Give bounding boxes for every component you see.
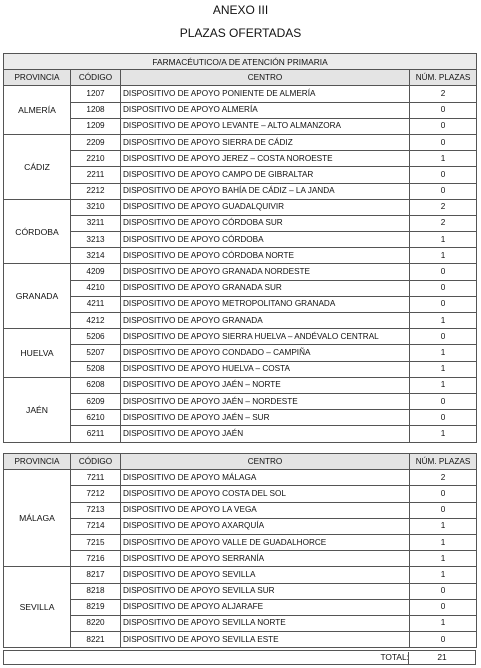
table-row	[4, 377, 477, 393]
header-codigo: CÓDIGO	[71, 70, 121, 86]
centro-cell: DISPOSITIVO DE APOYO JAÉN – SUR	[121, 410, 410, 426]
centro-cell: DISPOSITIVO DE APOYO JAÉN	[121, 426, 410, 442]
codigo-cell: 6211	[71, 426, 121, 442]
plazas-cell: 0	[410, 183, 477, 199]
codigo-cell: 7216	[71, 551, 121, 567]
codigo-cell: 2209	[71, 134, 121, 150]
table-row	[4, 329, 477, 345]
header-row	[4, 454, 477, 470]
centro-cell: DISPOSITIVO DE APOYO SEVILLA SUR	[121, 583, 410, 599]
plazas-cell: 0	[410, 583, 477, 599]
codigo-cell: 8217	[71, 567, 121, 583]
plazas-cell: 0	[410, 486, 477, 502]
plazas-table-part-2	[3, 453, 477, 648]
table-row	[4, 199, 477, 215]
codigo-cell: 7211	[71, 470, 121, 486]
provincia-cell: SEVILLA	[4, 567, 71, 648]
codigo-cell: 2210	[71, 151, 121, 167]
table-row	[4, 102, 477, 118]
centro-cell: DISPOSITIVO DE APOYO VALLE DE GUADALHORCE	[121, 534, 410, 550]
plazas-cell: 1	[410, 426, 477, 442]
centro-cell: DISPOSITIVO DE APOYO CAMPO DE GIBRALTAR	[121, 167, 410, 183]
provincia-cell: HUELVA	[4, 329, 71, 378]
centro-cell: DISPOSITIVO DE APOYO CÓRDOBA	[121, 232, 410, 248]
centro-cell: DISPOSITIVO DE APOYO MÁLAGA	[121, 470, 410, 486]
table-row	[4, 567, 477, 583]
plazas-cell: 0	[410, 632, 477, 648]
centro-cell: DISPOSITIVO DE APOYO SEVILLA ESTE	[121, 632, 410, 648]
codigo-cell: 8218	[71, 583, 121, 599]
table-row	[4, 361, 477, 377]
centro-cell: DISPOSITIVO DE APOYO GRANADA SUR	[121, 280, 410, 296]
centro-cell: DISPOSITIVO DE APOYO HUELVA – COSTA	[121, 361, 410, 377]
codigo-cell: 1208	[71, 102, 121, 118]
table-row	[4, 296, 477, 312]
plazas-cell: 1	[410, 232, 477, 248]
table-row	[4, 599, 477, 615]
total-row	[3, 650, 476, 665]
centro-cell: DISPOSITIVO DE APOYO COSTA DEL SOL	[121, 486, 410, 502]
centro-cell: DISPOSITIVO DE APOYO AXARQUÍA	[121, 518, 410, 534]
table-row	[4, 134, 477, 150]
table-row	[4, 167, 477, 183]
codigo-cell: 3214	[71, 248, 121, 264]
centro-cell: DISPOSITIVO DE APOYO GRANADA NORDESTE	[121, 264, 410, 280]
centro-cell: DISPOSITIVO DE APOYO JEREZ – COSTA NOROESTE	[121, 151, 410, 167]
table-row	[4, 232, 477, 248]
codigo-cell: 3211	[71, 215, 121, 231]
codigo-cell: 3213	[71, 232, 121, 248]
centro-cell: DISPOSITIVO DE APOYO ALJARAFE	[121, 599, 410, 615]
table-row	[4, 502, 477, 518]
total-label: TOTAL:	[380, 652, 409, 662]
table-row	[4, 470, 477, 486]
table-row	[4, 118, 477, 134]
table-row	[4, 183, 477, 199]
plazas-cell: 1	[410, 551, 477, 567]
header-num-plazas: NÚM. PLAZAS	[410, 70, 477, 86]
table-row	[4, 393, 477, 409]
codigo-cell: 5206	[71, 329, 121, 345]
table-row	[4, 518, 477, 534]
codigo-cell: 6210	[71, 410, 121, 426]
centro-cell: DISPOSITIVO DE APOYO SIERRA HUELVA – ANDÉVALO CENTRAL	[121, 329, 410, 345]
table-row	[4, 615, 477, 631]
plazas-cell: 0	[410, 118, 477, 134]
header-provincia: PROVINCIA	[4, 70, 71, 86]
plazas-cell: 0	[410, 329, 477, 345]
plazas-cell: 1	[410, 151, 477, 167]
plazas-cell: 2	[410, 86, 477, 102]
centro-cell: DISPOSITIVO DE APOYO ALMERÍA	[121, 102, 410, 118]
centro-cell: DISPOSITIVO DE APOYO CÓRDOBA SUR	[121, 215, 410, 231]
table-row	[4, 632, 477, 648]
plazas-cell: 0	[410, 296, 477, 312]
table-row	[4, 534, 477, 550]
table-row	[4, 86, 477, 102]
table-row	[4, 215, 477, 231]
codigo-cell: 6209	[71, 393, 121, 409]
table-row	[4, 264, 477, 280]
table-row	[4, 583, 477, 599]
provincia-cell: GRANADA	[4, 264, 71, 329]
table-row	[4, 426, 477, 442]
table-row	[4, 151, 477, 167]
centro-cell: DISPOSITIVO DE APOYO METROPOLITANO GRANADA	[121, 296, 410, 312]
table-row	[4, 248, 477, 264]
codigo-cell: 2212	[71, 183, 121, 199]
codigo-cell: 7215	[71, 534, 121, 550]
codigo-cell: 1207	[71, 86, 121, 102]
codigo-cell: 7214	[71, 518, 121, 534]
plazas-cell: 1	[410, 377, 477, 393]
table-row	[4, 551, 477, 567]
header-provincia: PROVINCIA	[4, 454, 71, 470]
table-title-row	[4, 54, 477, 70]
total-value: 21	[408, 652, 475, 665]
table-row	[4, 280, 477, 296]
table-row	[4, 410, 477, 426]
codigo-cell: 7213	[71, 502, 121, 518]
centro-cell: DISPOSITIVO DE APOYO SEVILLA NORTE	[121, 615, 410, 631]
provincia-cell: ALMERÍA	[4, 86, 71, 135]
centro-cell: DISPOSITIVO DE APOYO SEVILLA	[121, 567, 410, 583]
codigo-cell: 4210	[71, 280, 121, 296]
plazas-cell: 0	[410, 280, 477, 296]
codigo-cell: 8220	[71, 615, 121, 631]
plazas-cell: 1	[410, 313, 477, 329]
codigo-cell: 4212	[71, 313, 121, 329]
provincia-cell: CÓRDOBA	[4, 199, 71, 264]
centro-cell: DISPOSITIVO DE APOYO BAHÍA DE CÁDIZ – LA JANDA	[121, 183, 410, 199]
plazas-cell: 1	[410, 534, 477, 550]
plazas-cell: 1	[410, 345, 477, 361]
plazas-cell: 2	[410, 199, 477, 215]
header-codigo: CÓDIGO	[71, 454, 121, 470]
codigo-cell: 8221	[71, 632, 121, 648]
plazas-cell: 1	[410, 518, 477, 534]
plazas-cell: 0	[410, 393, 477, 409]
plazas-cell: 0	[410, 167, 477, 183]
plazas-cell: 2	[410, 470, 477, 486]
codigo-cell: 6208	[71, 377, 121, 393]
centro-cell: DISPOSITIVO DE APOYO GUADALQUIVIR	[121, 199, 410, 215]
plazas-table-part-1	[3, 53, 477, 443]
centro-cell: DISPOSITIVO DE APOYO SERRANÍA	[121, 551, 410, 567]
codigo-cell: 7212	[71, 486, 121, 502]
provincia-cell: JAÉN	[4, 377, 71, 442]
centro-cell: DISPOSITIVO DE APOYO SIERRA DE CÁDIZ	[121, 134, 410, 150]
codigo-cell: 3210	[71, 199, 121, 215]
centro-cell: DISPOSITIVO DE APOYO PONIENTE DE ALMERÍA	[121, 86, 410, 102]
plazas-cell: 0	[410, 502, 477, 518]
centro-cell: DISPOSITIVO DE APOYO GRANADA	[121, 313, 410, 329]
codigo-cell: 1209	[71, 118, 121, 134]
centro-cell: DISPOSITIVO DE APOYO CÓRDOBA NORTE	[121, 248, 410, 264]
codigo-cell: 2211	[71, 167, 121, 183]
header-centro: CENTRO	[121, 70, 410, 86]
codigo-cell: 5208	[71, 361, 121, 377]
header-num-plazas: NÚM. PLAZAS	[410, 454, 477, 470]
plazas-cell: 1	[410, 361, 477, 377]
plazas-cell: 0	[410, 134, 477, 150]
header-row	[4, 70, 477, 86]
plazas-cell: 1	[410, 248, 477, 264]
plazas-cell: 1	[410, 615, 477, 631]
codigo-cell: 8219	[71, 599, 121, 615]
centro-cell: DISPOSITIVO DE APOYO LEVANTE – ALTO ALMANZORA	[121, 118, 410, 134]
plazas-cell: 1	[410, 567, 477, 583]
codigo-cell: 4209	[71, 264, 121, 280]
plazas-cell: 0	[410, 264, 477, 280]
table-title: FARMACÉUTICO/A DE ATENCIÓN PRIMARIA	[4, 54, 477, 70]
centro-cell: DISPOSITIVO DE APOYO JAÉN – NORTE	[121, 377, 410, 393]
table-row	[4, 486, 477, 502]
annex-title: ANEXO III	[212, 3, 269, 17]
provincia-cell: MÁLAGA	[4, 470, 71, 567]
plazas-cell: 2	[410, 215, 477, 231]
plazas-cell: 0	[410, 410, 477, 426]
plazas-cell: 0	[410, 599, 477, 615]
centro-cell: DISPOSITIVO DE APOYO JAÉN – NORDESTE	[121, 393, 410, 409]
header-centro: CENTRO	[121, 454, 410, 470]
centro-cell: DISPOSITIVO DE APOYO LA VEGA	[121, 502, 410, 518]
document-subtitle: PLAZAS OFERTADAS	[179, 26, 302, 40]
table-row	[4, 345, 477, 361]
centro-cell: DISPOSITIVO DE APOYO CONDADO – CAMPIÑA	[121, 345, 410, 361]
codigo-cell: 4211	[71, 296, 121, 312]
plazas-cell: 0	[410, 102, 477, 118]
codigo-cell: 5207	[71, 345, 121, 361]
table-row	[4, 313, 477, 329]
provincia-cell: CÁDIZ	[4, 134, 71, 199]
